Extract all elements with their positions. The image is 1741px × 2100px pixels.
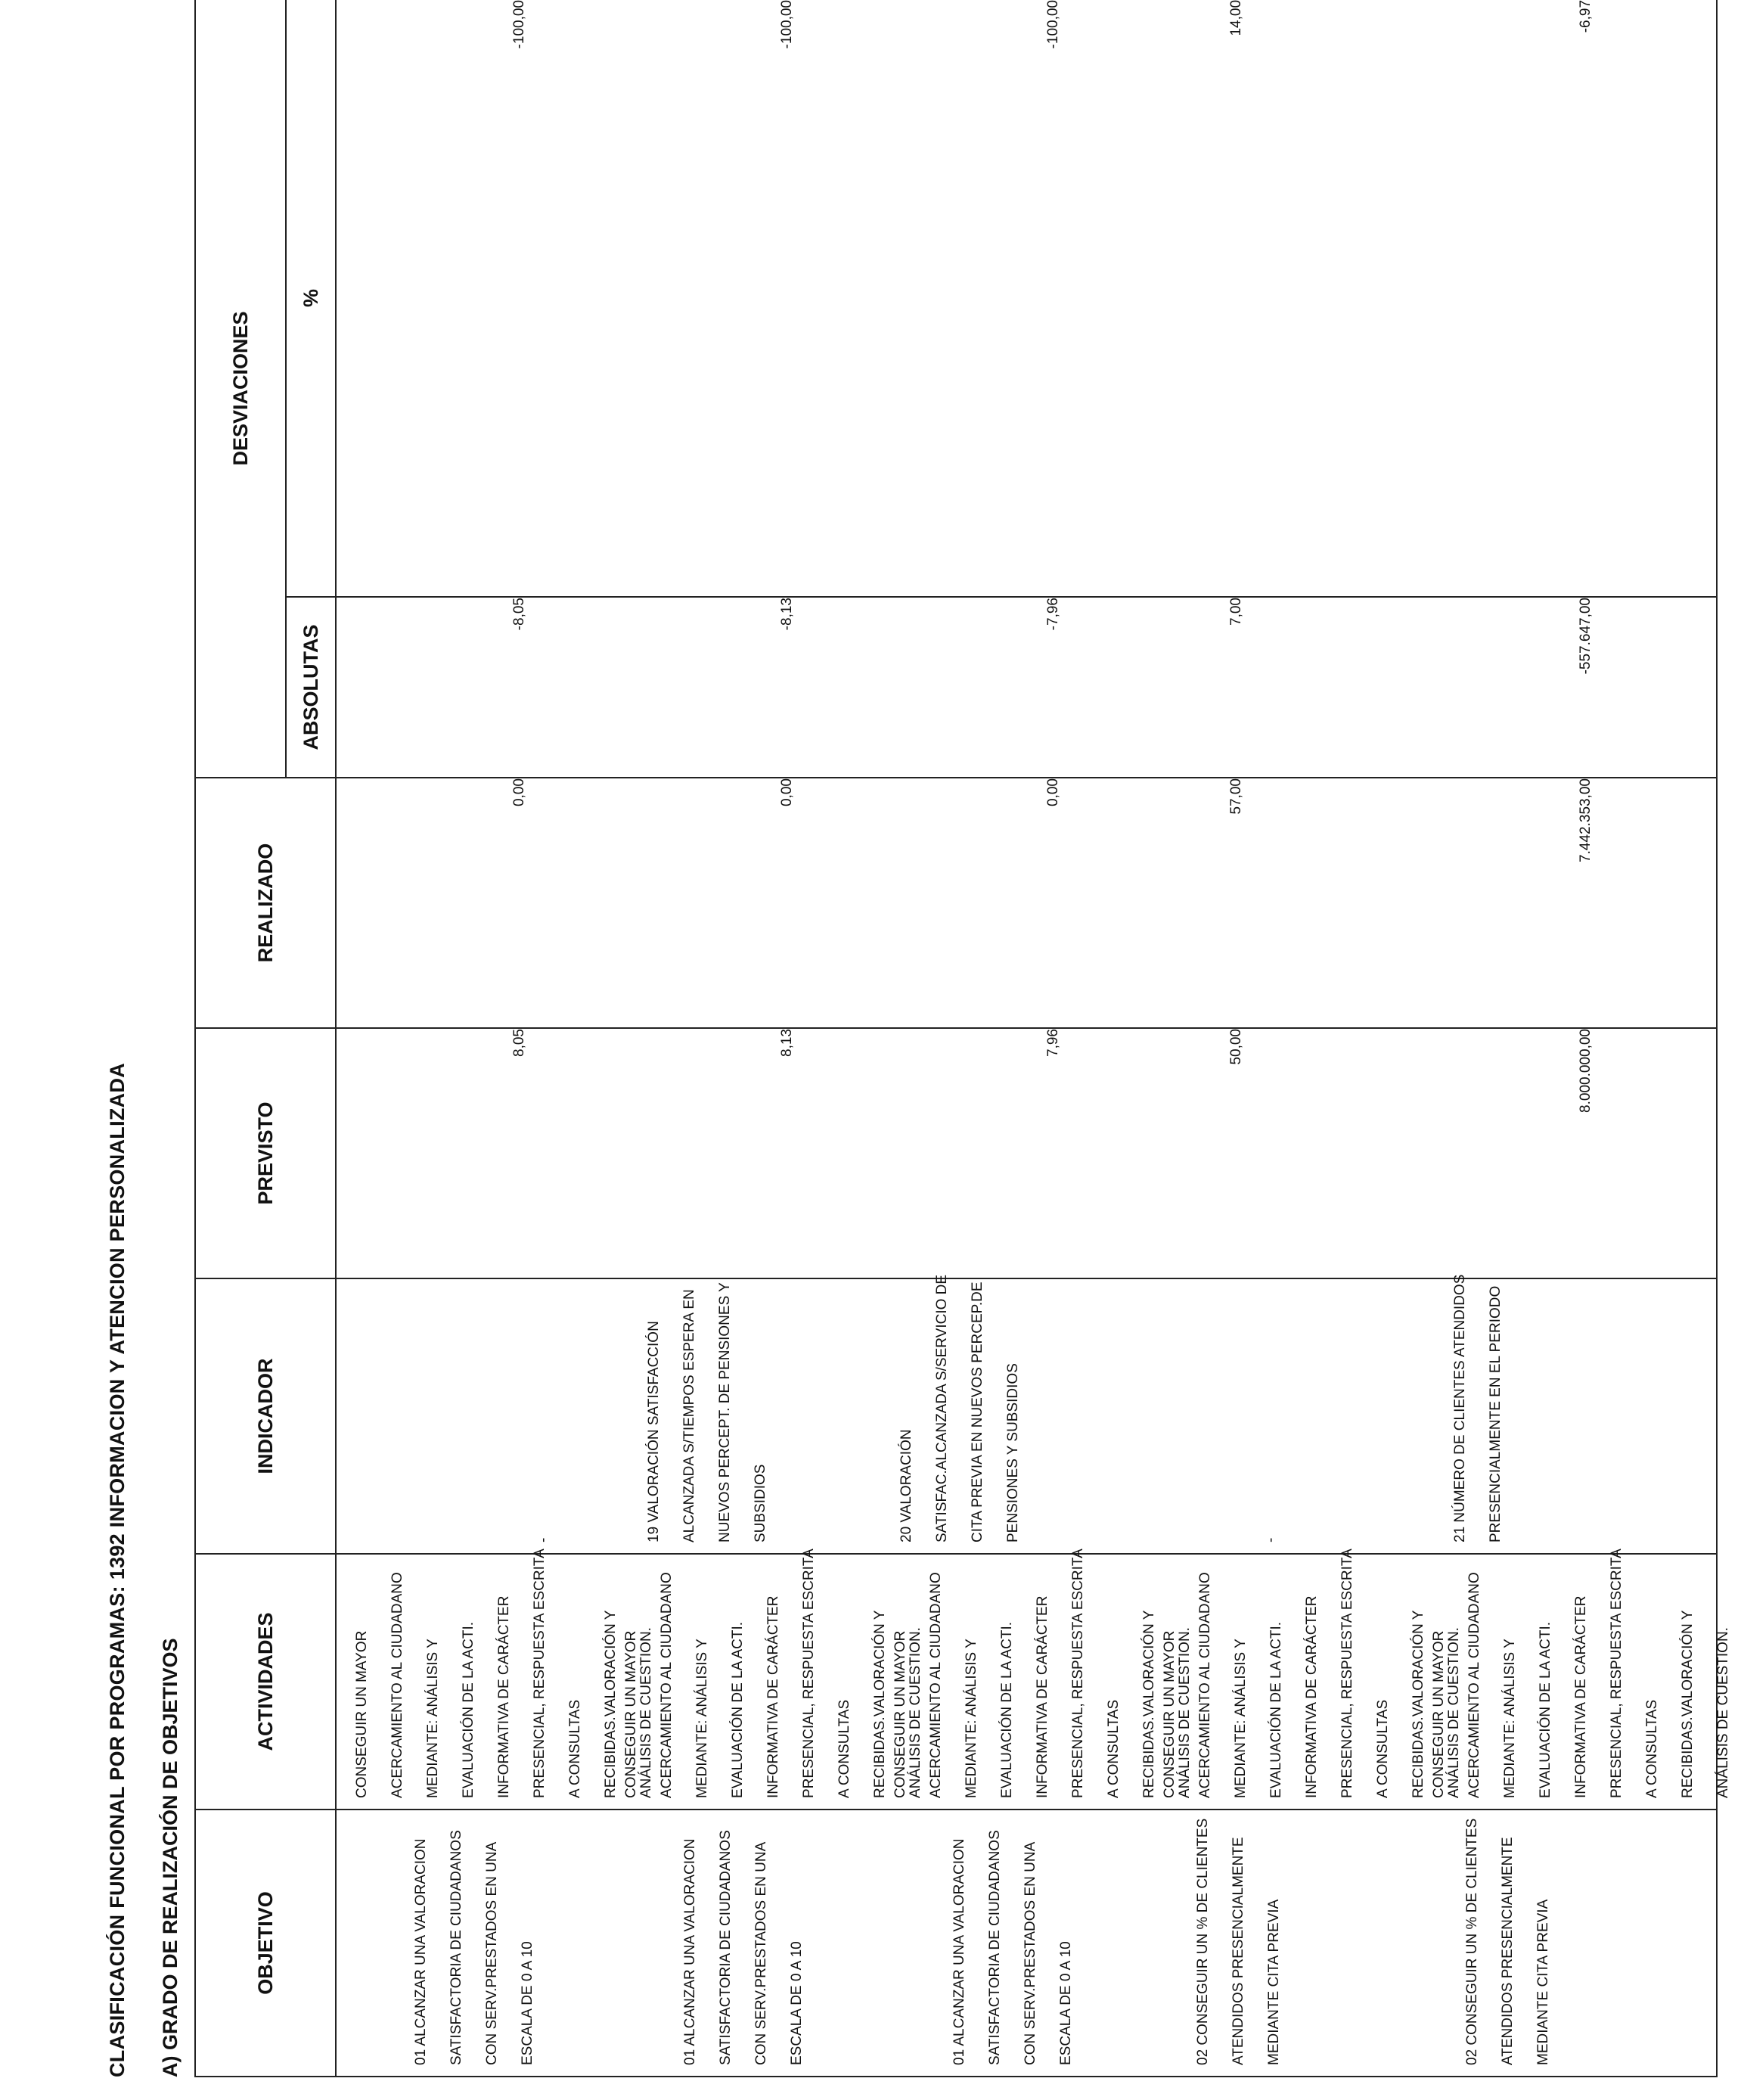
- realizado-cell: 0,00: [511, 778, 527, 806]
- objectives-table: [194, 0, 1731, 2077]
- col-actividades: [336, 1549, 1731, 1810]
- objetivo-cell: 01 ALCANZAR UNA VALORACION SATISFACTORIA DE CIUDADANOS CON SERV.PRESTADOS EN UNA ESCALA DE 0 A 10: [682, 1830, 805, 2065]
- col-realizado: [336, 778, 1717, 1028]
- col-header-pct: %: [286, 0, 336, 597]
- indicador-cell: 19 VALORACIÓN SATISFACCIÓN ALCANZADA S/TIEMPOS ESPERA EN NUEVOS PERCEPT. DE PENSIONES Y SUBSIDIOS: [646, 1282, 768, 1542]
- page-title: CLASIFICACIÓN FUNCIONAL POR PROGRAMAS: 1392 INFORMACION Y ATENCION PERSONALIZADA: [106, 1062, 129, 2077]
- pct-cell: -100,00: [779, 0, 795, 49]
- objetivo-cell: 02 CONSEGUIR UN % DE CLIENTES ATENDIDOS PRESENCIALMENTE MEDIANTE CITA PREVIA: [1195, 1818, 1282, 2065]
- col-header-previsto: PREVISTO: [195, 1028, 336, 1278]
- col-header-absolutas: ABSOLUTAS: [286, 597, 336, 778]
- previsto-cell: 8,13: [779, 1029, 795, 1057]
- table-body-row: [336, 0, 1717, 2077]
- actividades-cell: CONSEGUIR UN MAYOR ACERCAMIENTO AL CIUDADANO MEDIANTE: ANÁLISIS Y EVALUACIÓN DE LA ACTI. INFORMATIVA DE CARÁCTER PRESENCIAL, RESPUESTA ESCRITA A CONSULTAS RECIBIDAS.VALORACIÓN Y ANÁLISIS DE CUESTION.: [1431, 1549, 1731, 1798]
- absolutas-cell: -7,96: [1045, 598, 1061, 631]
- col-header-desviaciones: DESVIACIONES: [195, 0, 286, 778]
- actividades-cell: CONSEGUIR UN MAYOR ACERCAMIENTO AL CIUDADANO MEDIANTE: ANÁLISIS Y EVALUACIÓN DE LA ACTI. INFORMATIVA DE CARÁCTER PRESENCIAL, RESPUESTA ESCRITA A CONSULTAS RECIBIDAS.VALORACIÓN Y ANÁLISIS DE CUESTION.: [1162, 1549, 1462, 1798]
- previsto-cell: 8,05: [511, 1029, 527, 1057]
- indicador-cell: -: [535, 1537, 551, 1542]
- pct-cell: -100,00: [511, 0, 527, 49]
- col-header-actividades: ACTIVIDADES: [195, 1554, 336, 1810]
- absolutas-cell: -8,05: [511, 598, 527, 631]
- section-subtitle: A) GRADO DE REALIZACIÓN DE OBJETIVOS: [159, 1638, 182, 2077]
- col-previsto: [336, 1028, 1717, 1278]
- col-header-indicador: INDICADOR: [195, 1278, 336, 1554]
- indicador-cell: -: [1263, 1537, 1279, 1542]
- col-header-realizado: REALIZADO: [195, 778, 336, 1028]
- previsto-cell: 8.000.000,00: [1578, 1029, 1594, 1113]
- indicador-cell: 20 VALORACIÓN SATISFAC.ALCANZADA S/SERVICIO DE CITA PREVIA EN NUEVOS PERCEP.DE PENSIONES Y SUBSIDIOS: [898, 1274, 1021, 1542]
- objetivo-cell: 02 CONSEGUIR UN % DE CLIENTES ATENDIDOS PRESENCIALMENTE MEDIANTE CITA PREVIA: [1464, 1818, 1551, 2065]
- absolutas-cell: -8,13: [779, 598, 795, 631]
- col-indicador: [336, 1274, 1717, 1554]
- previsto-cell: 50,00: [1228, 1029, 1244, 1065]
- actividades-cell: CONSEGUIR UN MAYOR ACERCAMIENTO AL CIUDADANO MEDIANTE: ANÁLISIS Y EVALUACIÓN DE LA ACTI. INFORMATIVA DE CARÁCTER PRESENCIAL, RESPUESTA ESCRITA A CONSULTAS RECIBIDAS.VALORACIÓN Y ANÁLISIS DE CUESTION.: [354, 1549, 654, 1798]
- realizado-cell: 0,00: [1045, 778, 1061, 806]
- previsto-cell: 7,96: [1045, 1029, 1061, 1057]
- col-header-objetivo: OBJETIVO: [195, 1810, 336, 2077]
- absolutas-cell: -557.647,00: [1578, 598, 1594, 675]
- absolutas-cell: 7,00: [1228, 598, 1244, 626]
- col-absolutas: [336, 597, 1717, 778]
- pct-cell: -100,00: [1045, 0, 1061, 49]
- realizado-cell: 57,00: [1228, 778, 1244, 815]
- pct-cell: 14,00: [1228, 0, 1244, 36]
- indicador-cell: 21 NÚMERO DE CLIENTES ATENDIDOS PRESENCIALMENTE EN EL PERIODO: [1452, 1274, 1504, 1542]
- pct-cell: -6,97: [1578, 0, 1594, 33]
- col-objetivo: [336, 1810, 1717, 2077]
- actividades-cell: CONSEGUIR UN MAYOR ACERCAMIENTO AL CIUDADANO MEDIANTE: ANÁLISIS Y EVALUACIÓN DE LA ACTI. INFORMATIVA DE CARÁCTER PRESENCIAL, RESPUESTA ESCRITA A CONSULTAS RECIBIDAS.VALORACIÓN Y ANÁLISIS DE CUESTION.: [623, 1549, 923, 1798]
- objetivo-cell: 01 ALCANZAR UNA VALORACION SATISFACTORIA DE CIUDADANOS CON SERV.PRESTADOS EN UNA ESCALA DE 0 A 10: [951, 1830, 1074, 2065]
- objetivo-cell: 01 ALCANZAR UNA VALORACION SATISFACTORIA DE CIUDADANOS CON SERV.PRESTADOS EN UNA ESCALA DE 0 A 10: [413, 1830, 535, 2065]
- realizado-cell: 0,00: [779, 778, 795, 806]
- col-pct: [336, 0, 1717, 597]
- actividades-cell: CONSEGUIR UN MAYOR ACERCAMIENTO AL CIUDADANO MEDIANTE: ANÁLISIS Y EVALUACIÓN DE LA ACTI. INFORMATIVA DE CARÁCTER PRESENCIAL, RESPUESTA ESCRITA A CONSULTAS RECIBIDAS.VALORACIÓN Y ANÁLISIS DE CUESTION.: [892, 1549, 1193, 1798]
- realizado-cell: 7.442.353,00: [1578, 778, 1594, 862]
